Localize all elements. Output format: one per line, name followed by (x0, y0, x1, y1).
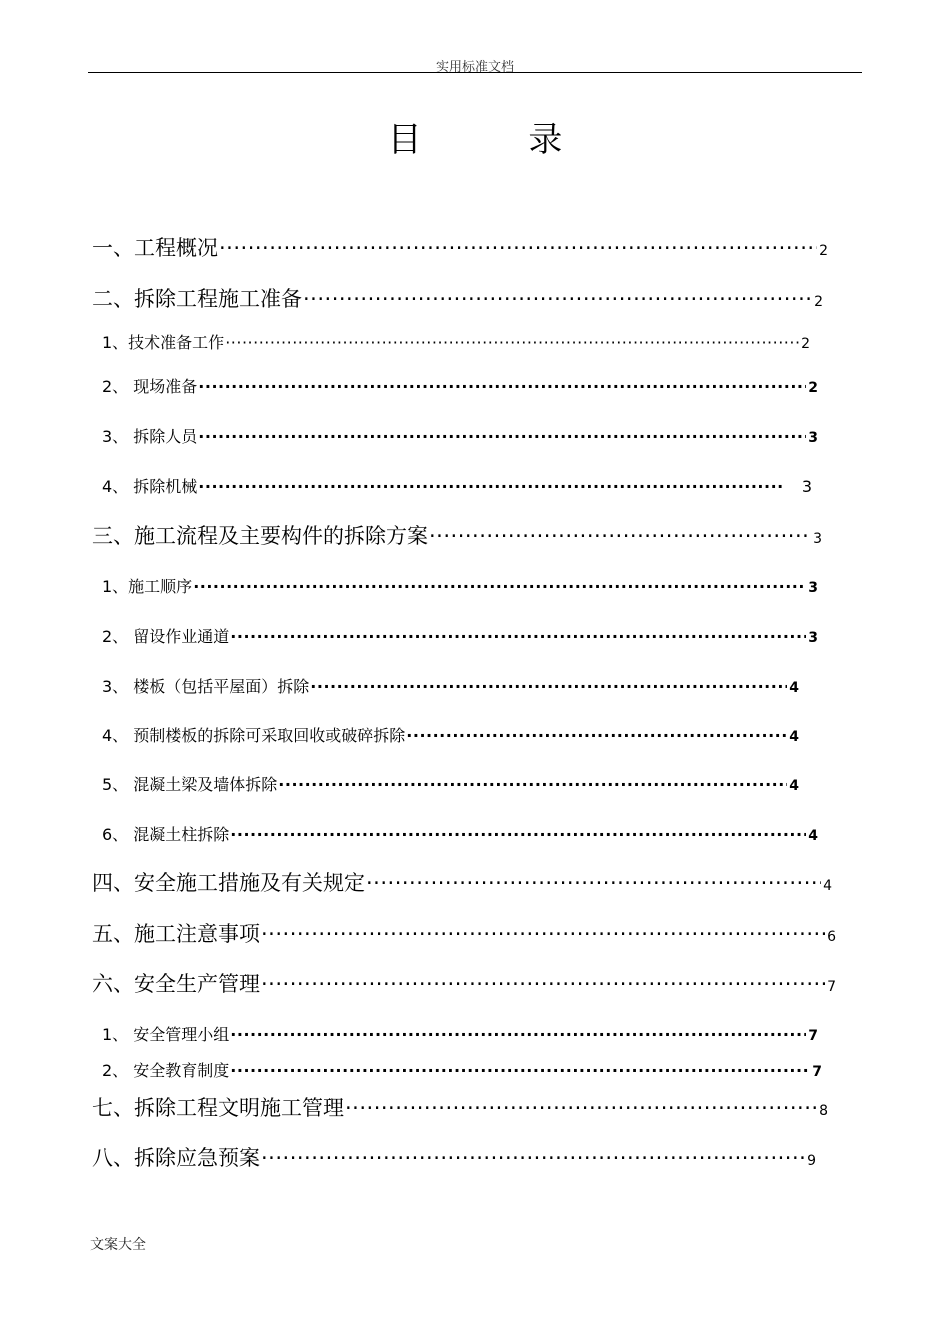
toc-page-number: 7 (812, 1064, 822, 1080)
page-title: 目 录 (387, 120, 611, 160)
toc-page-number: 2 (814, 294, 823, 310)
toc-entry[interactable] (102, 1058, 822, 1081)
toc-dot-leader (261, 972, 825, 996)
toc-entry-label: 2、 安全教育制度 (102, 1061, 230, 1080)
toc-dot-leader (198, 377, 806, 396)
toc-entry[interactable] (102, 674, 799, 697)
toc-entry-label: 四、安全施工措施及有关规定 (92, 871, 365, 895)
toc-entry-label: 六、安全生产管理 (92, 972, 260, 996)
toc-page-number: 3 (808, 580, 818, 596)
toc-dot-leader (230, 825, 806, 844)
toc-page-number: 3 (808, 630, 818, 646)
toc-page-number: 7 (827, 979, 836, 995)
toc-entry[interactable] (92, 1142, 816, 1172)
toc-entry[interactable] (92, 232, 828, 262)
toc-entry-label: 1、 安全管理小组 (102, 1025, 230, 1044)
toc-page-number: 4 (808, 828, 818, 844)
toc-entry[interactable] (102, 723, 799, 746)
toc-dot-leader (198, 477, 784, 496)
header-rule (88, 72, 862, 73)
toc-dot-leader (193, 577, 806, 596)
toc-page-number: 9 (807, 1153, 816, 1169)
toc-dot-leader (278, 775, 787, 794)
toc-entry-label: 1、施工顺序 (102, 577, 193, 596)
toc-dot-leader (429, 524, 811, 548)
toc-entry[interactable] (92, 867, 832, 897)
toc-dot-leader (230, 1061, 810, 1080)
toc-entry-label: 4、 拆除机械 (102, 477, 198, 496)
toc-page-number: 4 (789, 778, 799, 794)
toc-entry-label: 五、施工注意事项 (92, 922, 260, 946)
toc-entry[interactable] (102, 772, 799, 795)
toc-entry[interactable] (102, 624, 818, 647)
running-footer: 文案大全 (90, 1237, 146, 1253)
toc-page-number: 8 (819, 1103, 828, 1119)
toc-entry[interactable] (102, 1022, 818, 1045)
toc-dot-leader (366, 871, 821, 895)
toc-page-number: 3 (808, 430, 818, 446)
toc-entry-label: 八、拆除应急预案 (92, 1146, 260, 1170)
toc-entry[interactable] (102, 374, 818, 397)
toc-entry-label: 5、 混凝土梁及墙体拆除 (102, 775, 278, 794)
toc-entry[interactable] (92, 968, 836, 998)
toc-dot-leader (345, 1096, 817, 1120)
toc-entry[interactable] (92, 520, 822, 550)
toc-entry-label: 七、拆除工程文明施工管理 (92, 1096, 344, 1120)
toc-entry-label: 4、 预制楼板的拆除可采取回收或破碎拆除 (102, 726, 406, 745)
toc-page-number: 6 (827, 929, 836, 945)
toc-dot-leader (219, 236, 817, 260)
toc-dot-leader (261, 1146, 805, 1170)
toc-entry-label: 1、技术准备工作 (102, 333, 225, 352)
toc-dot-leader (230, 1025, 806, 1044)
toc-dot-leader (261, 922, 825, 946)
toc-page-number: 2 (819, 243, 828, 259)
toc-entry[interactable] (92, 283, 823, 313)
toc-entry[interactable] (92, 918, 836, 948)
toc-entry-label: 3、 拆除人员 (102, 427, 198, 446)
toc-page-number: 2 (801, 336, 810, 352)
toc-entry-label: 2、 现场准备 (102, 377, 198, 396)
toc-entry[interactable] (92, 1092, 828, 1122)
toc-entry-label: 一、工程概况 (92, 236, 218, 260)
toc-entry[interactable] (102, 822, 818, 845)
toc-page-number: 7 (808, 1028, 818, 1044)
toc-dot-leader (230, 627, 806, 646)
toc-dot-leader (303, 287, 812, 311)
toc-entry-label: 三、施工流程及主要构件的拆除方案 (92, 524, 428, 548)
toc-entry[interactable] (102, 424, 818, 447)
running-header: 实用标准文档 (435, 60, 514, 75)
toc-entry-label: 二、拆除工程施工准备 (92, 287, 302, 311)
toc-page-number: 3 (813, 531, 822, 547)
toc-page-number: 3 (801, 477, 812, 496)
toc-entry-label: 3、 楼板（包括平屋面）拆除 (102, 677, 310, 696)
toc-entry[interactable] (102, 474, 812, 497)
toc-dot-leader (310, 677, 787, 696)
toc-dot-leader (225, 333, 799, 352)
toc-page-number: 4 (789, 680, 799, 696)
toc-page-number: 4 (823, 878, 832, 894)
toc-entry[interactable] (102, 330, 810, 353)
toc-entry-label: 2、 留设作业通道 (102, 627, 230, 646)
toc-page-number: 4 (789, 729, 799, 745)
toc-entry-label: 6、 混凝土柱拆除 (102, 825, 230, 844)
toc-dot-leader (406, 726, 787, 745)
toc-dot-leader (198, 427, 806, 446)
toc-entry[interactable] (102, 574, 818, 597)
toc-page-number: 2 (808, 380, 818, 396)
